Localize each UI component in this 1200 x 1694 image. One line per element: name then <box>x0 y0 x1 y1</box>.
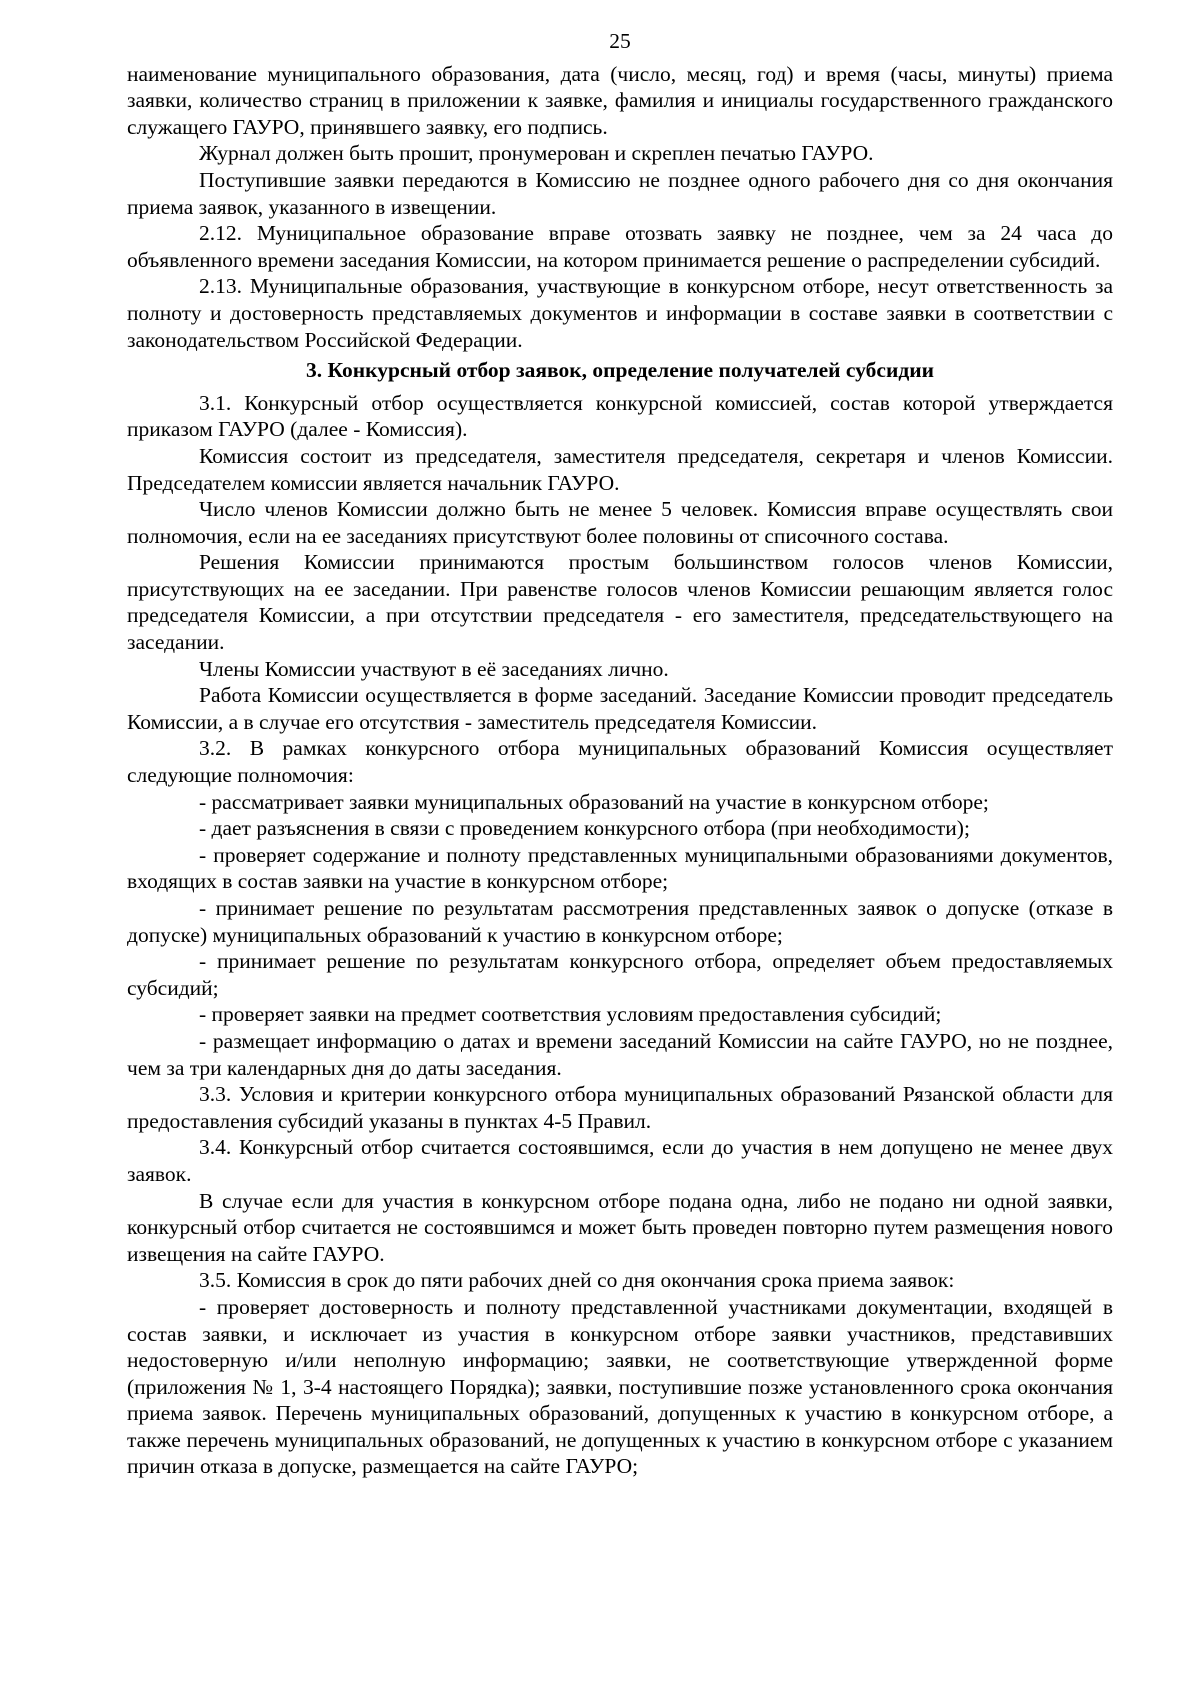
list-item: - проверяет достоверность и полноту представленной участниками документации, входящей в состав заявки, и исключает из участия в конкурсном отборе заявки участников, представивших недостоверную и/или неполную информацию; заявки, не соответствующие утвержденной форме (приложения № 1, 3-4 настоящего Порядка); заявки, поступившие позже установленного срока окончания приема заявок. Перечень муниципальных образований, допущенных к участию в конкурсном отборе, а также перечень муниципальных образований, не допущенных к участию в конкурсном отборе с указанием причин отказа в допуске, размещается на сайте ГАУРО; <box>127 1294 1113 1479</box>
section-heading: 3. Конкурсный отбор заявок, определение получателей субсидии <box>306 358 934 383</box>
paragraph-3-5: 3.5. Комиссия в срок до пяти рабочих дней со дня окончания срока приема заявок: <box>199 1268 955 1293</box>
list-item: - дает разъяснения в связи с проведением конкурсного отбора (при необходимости); <box>199 816 970 841</box>
paragraph-commission-decisions: Решения Комиссии принимаются простым большинством голосов членов Комиссии, присутствующих на ее заседании. При равенстве голосов членов Комиссии решающим является голос председателя Комиссии, а при отсутствии председателя - его заместителя, председательствующего на заседании. <box>127 550 1113 655</box>
list-item: - принимает решение по результатам рассмотрения представленных заявок о допуске (отказе в допуске) муниципальных образований к участию в конкурсном отборе; <box>127 896 1113 947</box>
paragraph-3-4: 3.4. Конкурсный отбор считается состоявшимся, если до участия в нем допущено не менее двух заявок. <box>127 1135 1113 1186</box>
page-number: 25 <box>609 29 631 53</box>
list-item: - размещает информацию о датах и времени заседаний Комиссии на сайте ГАУРО, но не позднее, чем за три календарных дня до даты заседания. <box>127 1028 1113 1080</box>
paragraph-commission-members: Число членов Комиссии должно быть не менее 5 человек. Комиссия вправе осуществлять свои полномочия, если на ее заседаниях присутствуют более половины от списочного состава. <box>127 497 1113 548</box>
paragraph-applications-transfer: Поступившие заявки передаются в Комиссию не позднее одного рабочего дня со дня окончания приема заявок, указанного в извещении. <box>127 167 1113 219</box>
paragraph-2-12: 2.12. Муниципальное образование вправе отозвать заявку не позднее, чем за 24 часа до объявленного времени заседания Комиссии, на котором принимается решение о распределении субсидий. <box>127 221 1113 272</box>
paragraph-commission-composition: Комиссия состоит из председателя, заместителя председателя, секретаря и членов Комиссии. Председателем комиссии является начальник ГАУРО. <box>127 443 1113 495</box>
paragraph-journal-bound: Журнал должен быть прошит, пронумерован и скреплен печатью ГАУРО. <box>199 141 874 166</box>
paragraph-2-13: 2.13. Муниципальные образования, участвующие в конкурсном отборе, несут ответственность за полноту и достоверность представляемых документов и информации в составе заявки в соответствии с законодательством Российской Федерации. <box>127 274 1113 352</box>
list-item: - принимает решение по результатам конкурсного отбора, определяет объем предоставляемых субсидий; <box>127 949 1113 1000</box>
list-item: - проверяет содержание и полноту представленных муниципальными образованиями документов, входящих в состав заявки на участие в конкурсном отборе; <box>127 842 1113 894</box>
document-page <box>127 28 1113 1480</box>
paragraph-3-3: 3.3. Условия и критерии конкурсного отбора муниципальных образований Рязанской области для предоставления субсидий указаны в пунктах 4-5 Правил. <box>127 1082 1113 1133</box>
paragraph-3-2: 3.2. В рамках конкурсного отбора муниципальных образований Комиссия осуществляет следующие полномочия: <box>127 736 1113 788</box>
paragraph-single-application: В случае если для участия в конкурсном отборе подана одна, либо не подано ни одной заявки, конкурсный отбор считается не состоявшимся и может быть проведен повторно путем размещения нового извещения на сайте ГАУРО. <box>127 1188 1113 1266</box>
list-item: - рассматривает заявки муниципальных образований на участие в конкурсном отборе; <box>199 789 989 814</box>
paragraph-members-personal: Члены Комиссии участвуют в её заседаниях лично. <box>199 656 669 681</box>
paragraph-3-1: 3.1. Конкурсный отбор осуществляется конкурсной комиссией, состав которой утверждается приказом ГАУРО (далее - Комиссия). <box>127 390 1113 442</box>
list-item: - проверяет заявки на предмет соответствия условиям предоставления субсидий; <box>199 1002 942 1027</box>
paragraph-journal-fields: наименование муниципального образования, дата (число, месяц, год) и время (часы, минуты) приема заявки, количество страниц в приложении к заявке, фамилия и инициалы государственного гражданского служащего ГАУРО, принявшего заявку, его подпись. <box>127 61 1113 139</box>
paragraph-commission-work: Работа Комиссии осуществляется в форме заседаний. Заседание Комиссии проводит председатель Комиссии, а в случае его отсутствия - заместитель председателя Комиссии. <box>127 683 1113 734</box>
